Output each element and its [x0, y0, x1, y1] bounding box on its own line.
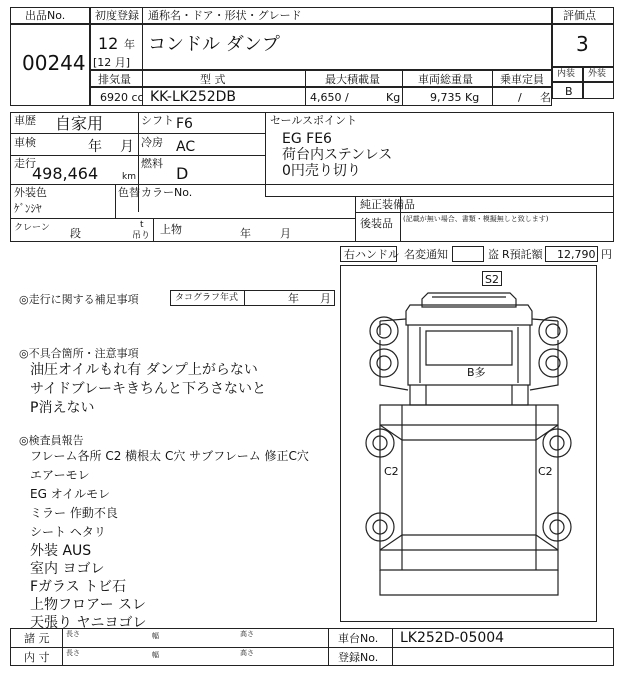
inspector-item: 室内 ヨゴレ	[30, 561, 105, 577]
length-label: 長さ	[66, 649, 80, 657]
damage-mark-label: S2	[485, 273, 499, 286]
retrofit-note: (記載が無い場合、書類・模擬無しと致します)	[403, 215, 549, 223]
history-label: 車歴	[14, 114, 36, 127]
color-change-label: 色替	[118, 186, 140, 199]
tacho-year: 年	[288, 292, 299, 305]
inspector-label: ◎検査員報告	[19, 434, 84, 447]
type-label: 型 式	[200, 73, 226, 86]
type-code: KK-LK252DB	[150, 89, 237, 105]
crane-stage: 段	[70, 227, 81, 240]
inspector-item: シート ヘタリ	[30, 525, 106, 539]
first-reg-label: 初度登録	[95, 9, 139, 22]
reg-year-unit: 年	[124, 38, 135, 51]
genuine-label: 純正装備品	[360, 198, 415, 211]
reg-no-label: 登録No.	[338, 651, 379, 664]
defect-item: P消えない	[30, 400, 95, 416]
capacity-unit: 名	[540, 91, 551, 104]
recycle-value: 12,790	[557, 248, 596, 261]
inspection-month: 月	[120, 139, 134, 155]
ac-value: AC	[176, 139, 196, 155]
sales-point: 荷台内ステンレス	[282, 147, 393, 163]
lot-label: 出品No.	[25, 9, 66, 22]
capacity: /	[518, 91, 522, 104]
max-load-unit: Kg	[386, 91, 401, 104]
crane-label: クレーン	[14, 223, 50, 233]
inspection-year: 年	[88, 139, 102, 155]
lot-number: 00244	[22, 51, 86, 75]
crane-ton: t	[140, 220, 144, 230]
inspector-item: 上物フロアー スレ	[30, 597, 147, 613]
damage-mark-label: B多	[467, 366, 486, 379]
model-name: コンドル ダンプ	[148, 34, 280, 55]
color-value: ｹﾞﾝｼﾔ	[14, 202, 42, 215]
chassis-value: LK252D-05004	[400, 630, 505, 646]
score: 3	[576, 32, 589, 56]
height-label: 高さ	[240, 630, 254, 638]
length-label: 長さ	[66, 630, 80, 638]
damage-mark-label: C2	[538, 465, 553, 478]
ac-label: 冷房	[141, 136, 163, 149]
retrofit-label: 後装品	[360, 217, 393, 230]
grade-label: 評価点	[563, 9, 596, 22]
max-load-label: 最大積載量	[325, 73, 380, 86]
steering: 右ハンドル	[344, 248, 399, 261]
sales-points-label: セールスポイント	[270, 114, 358, 127]
width-label: 幅	[152, 632, 159, 640]
tacho-month: 月	[320, 292, 331, 305]
mileage-unit: km	[122, 172, 136, 182]
sales-point: 0円売り切り	[282, 163, 361, 179]
inspector-item: ミラー 作動不良	[30, 506, 118, 520]
gross-weight-label: 車両総重量	[418, 73, 473, 86]
ng-mark: 盗	[488, 248, 499, 261]
max-load: 4,650 /	[310, 91, 349, 104]
crane-lift: 吊り	[132, 231, 151, 241]
bed-month: 月	[280, 227, 291, 240]
damage-mark-label: C2	[384, 465, 399, 478]
inspector-item: エアーモレ	[30, 468, 90, 482]
fuel-value: D	[176, 164, 189, 183]
history-value: 自家用	[55, 114, 104, 133]
driving-notes-label: ◎走行に関する補足事項	[19, 293, 139, 306]
inspector-item: Fガラス トビ石	[30, 579, 127, 595]
bed-label: 上物	[160, 223, 182, 236]
color-label: 外装色	[14, 186, 47, 199]
truck-outline	[340, 265, 597, 622]
inspection-label: 車検	[14, 136, 36, 149]
recycle-label: R預託額	[502, 248, 543, 261]
interior-grade: B	[565, 85, 573, 98]
shift-label: シフト	[141, 114, 174, 127]
name-change-label: 名変通知	[404, 248, 448, 261]
inspector-item: 外装 AUS	[30, 543, 92, 559]
recycle-unit: 円	[601, 248, 612, 261]
mileage-value: 498,464	[32, 164, 99, 183]
shift-value: F6	[176, 116, 193, 132]
exterior-grade-label: 外装	[588, 69, 607, 79]
reg-year: 12	[98, 34, 119, 53]
interior-grade-label: 内装	[557, 69, 576, 79]
height-label: 高さ	[240, 649, 254, 657]
inspector-item: EG オイルモレ	[30, 487, 111, 501]
model-label: 通称名・ドア・形状・グレード	[148, 9, 302, 22]
mileage-label: 走行	[14, 157, 36, 170]
defect-item: 油圧オイルもれ有 ダンプ上がらない	[30, 362, 258, 378]
capacity-label: 乗車定員	[500, 73, 544, 86]
width-label: 幅	[152, 651, 159, 659]
bed-year: 年	[240, 227, 251, 240]
chassis-label: 車台No.	[338, 632, 379, 645]
gross-weight: 9,735 Kg	[430, 91, 480, 104]
inspector-item: フレーム各所 C2 横根太 C穴 サブフレーム 修正C穴	[30, 449, 309, 463]
reg-month: [12 月]	[93, 56, 131, 69]
sales-point: EG FE6	[282, 131, 332, 147]
name-change-box	[452, 246, 484, 262]
displacement-label: 排気量	[98, 73, 131, 86]
tacho-label: タコグラフ年式	[175, 293, 239, 303]
color-no-label: カラーNo.	[141, 186, 193, 199]
spec-header-row	[90, 70, 552, 87]
displacement: 6920 cc	[100, 91, 144, 104]
inspector-item: 天張り ヤニヨゴレ	[30, 615, 147, 631]
fuel-label: 燃料	[141, 157, 163, 170]
defect-item: サイドブレーキきちんと下ろさないと	[30, 381, 267, 397]
dims-label: 諸 元	[24, 632, 50, 645]
inner-dims-label: 内 寸	[24, 651, 50, 664]
defects-label: ◎不具合箇所・注意事項	[19, 347, 139, 360]
